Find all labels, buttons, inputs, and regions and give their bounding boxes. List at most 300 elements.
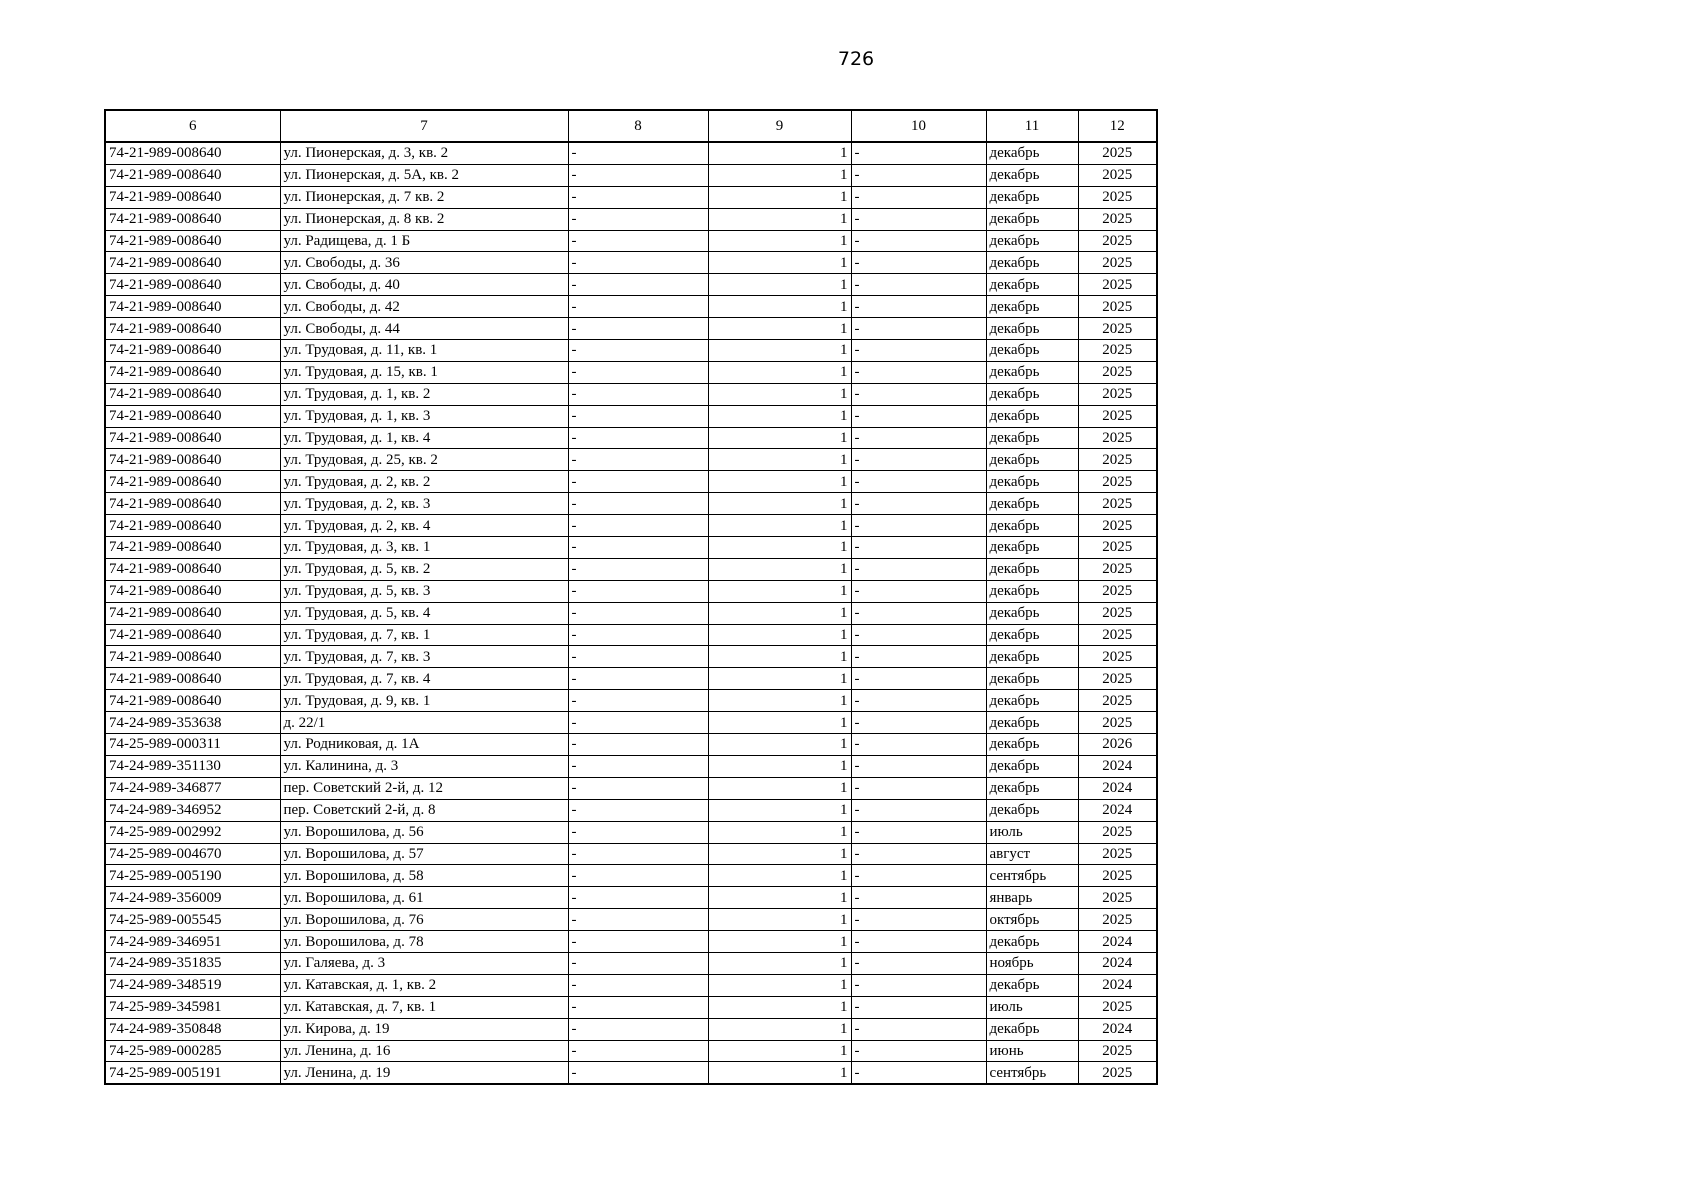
cadastral-number-cell: 74-25-989-000285 [105, 1040, 280, 1062]
table-row [105, 296, 1157, 318]
table-row [105, 777, 1157, 799]
cadastral-number-cell: 74-21-989-008640 [105, 186, 280, 208]
year-cell: 2025 [1078, 865, 1157, 887]
table-row [105, 558, 1157, 580]
address-cell: ул. Ленина, д. 16 [280, 1040, 568, 1062]
table-row [105, 931, 1157, 953]
cadastral-number-cell: 74-21-989-008640 [105, 383, 280, 405]
year-cell: 2025 [1078, 449, 1157, 471]
month-cell: декабрь [986, 1018, 1078, 1040]
col10-cell: - [851, 887, 986, 909]
col10-cell: - [851, 843, 986, 865]
cadastral-number-cell: 74-21-989-008640 [105, 537, 280, 559]
month-cell: декабрь [986, 931, 1078, 953]
cadastral-number-cell: 74-21-989-008640 [105, 515, 280, 537]
month-cell: декабрь [986, 361, 1078, 383]
col8-cell: - [568, 1018, 708, 1040]
cadastral-number-cell: 74-21-989-008640 [105, 624, 280, 646]
col10-cell: - [851, 471, 986, 493]
month-cell: декабрь [986, 668, 1078, 690]
col10-cell: - [851, 186, 986, 208]
year-cell: 2025 [1078, 668, 1157, 690]
col10-cell: - [851, 515, 986, 537]
table-row [105, 164, 1157, 186]
column-header-6: 6 [105, 110, 280, 142]
year-cell: 2024 [1078, 1018, 1157, 1040]
quantity-cell: 1 [708, 449, 851, 471]
col10-cell: - [851, 449, 986, 471]
cadastral-number-cell: 74-21-989-008640 [105, 318, 280, 340]
address-cell: ул. Трудовая, д. 7, кв. 3 [280, 646, 568, 668]
col8-cell: - [568, 186, 708, 208]
col10-cell: - [851, 558, 986, 580]
month-cell: декабрь [986, 296, 1078, 318]
col8-cell: - [568, 340, 708, 362]
address-cell: ул. Трудовая, д. 2, кв. 3 [280, 493, 568, 515]
year-cell: 2025 [1078, 252, 1157, 274]
year-cell: 2024 [1078, 974, 1157, 996]
table-row [105, 602, 1157, 624]
year-cell: 2024 [1078, 799, 1157, 821]
address-cell: ул. Катавская, д. 7, кв. 1 [280, 996, 568, 1018]
address-cell: ул. Пионерская, д. 3, кв. 2 [280, 142, 568, 164]
address-cell: ул. Трудовая, д. 1, кв. 3 [280, 405, 568, 427]
year-cell: 2025 [1078, 405, 1157, 427]
year-cell: 2025 [1078, 887, 1157, 909]
col10-cell: - [851, 361, 986, 383]
col8-cell: - [568, 624, 708, 646]
page-number: 726 [837, 48, 875, 70]
month-cell: октябрь [986, 909, 1078, 931]
quantity-cell: 1 [708, 909, 851, 931]
col8-cell: - [568, 974, 708, 996]
table-row [105, 340, 1157, 362]
cadastral-number-cell: 74-21-989-008640 [105, 580, 280, 602]
cadastral-number-cell: 74-21-989-008640 [105, 340, 280, 362]
quantity-cell: 1 [708, 777, 851, 799]
col10-cell: - [851, 974, 986, 996]
month-cell: декабрь [986, 318, 1078, 340]
address-cell: ул. Трудовая, д. 5, кв. 3 [280, 580, 568, 602]
address-cell: д. 22/1 [280, 712, 568, 734]
year-cell: 2025 [1078, 624, 1157, 646]
cadastral-number-cell: 74-21-989-008640 [105, 252, 280, 274]
cadastral-number-cell: 74-24-989-348519 [105, 974, 280, 996]
cadastral-number-cell: 74-21-989-008640 [105, 142, 280, 164]
col8-cell: - [568, 515, 708, 537]
col8-cell: - [568, 887, 708, 909]
cadastral-number-cell: 74-21-989-008640 [105, 493, 280, 515]
col10-cell: - [851, 340, 986, 362]
address-cell: ул. Трудовая, д. 2, кв. 4 [280, 515, 568, 537]
table-row [105, 996, 1157, 1018]
col10-cell: - [851, 712, 986, 734]
col8-cell: - [568, 164, 708, 186]
table-row [105, 690, 1157, 712]
quantity-cell: 1 [708, 887, 851, 909]
col8-cell: - [568, 952, 708, 974]
table-row [105, 624, 1157, 646]
month-cell: декабрь [986, 427, 1078, 449]
col8-cell: - [568, 931, 708, 953]
year-cell: 2024 [1078, 755, 1157, 777]
quantity-cell: 1 [708, 274, 851, 296]
address-cell: ул. Ворошилова, д. 58 [280, 865, 568, 887]
col10-cell: - [851, 296, 986, 318]
cadastral-number-cell: 74-25-989-002992 [105, 821, 280, 843]
col8-cell: - [568, 296, 708, 318]
quantity-cell: 1 [708, 646, 851, 668]
month-cell: январь [986, 887, 1078, 909]
year-cell: 2025 [1078, 843, 1157, 865]
col8-cell: - [568, 558, 708, 580]
month-cell: август [986, 843, 1078, 865]
address-cell: ул. Свободы, д. 42 [280, 296, 568, 318]
col8-cell: - [568, 580, 708, 602]
quantity-cell: 1 [708, 755, 851, 777]
month-cell: декабрь [986, 493, 1078, 515]
quantity-cell: 1 [708, 996, 851, 1018]
quantity-cell: 1 [708, 1040, 851, 1062]
year-cell: 2025 [1078, 142, 1157, 164]
col8-cell: - [568, 142, 708, 164]
column-header-9: 9 [708, 110, 851, 142]
table-row [105, 712, 1157, 734]
table-row [105, 318, 1157, 340]
year-cell: 2025 [1078, 515, 1157, 537]
cadastral-number-cell: 74-24-989-346951 [105, 931, 280, 953]
col10-cell: - [851, 755, 986, 777]
month-cell: декабрь [986, 558, 1078, 580]
col8-cell: - [568, 777, 708, 799]
month-cell: декабрь [986, 471, 1078, 493]
cadastral-number-cell: 74-24-989-346952 [105, 799, 280, 821]
col8-cell: - [568, 318, 708, 340]
cadastral-number-cell: 74-25-989-345981 [105, 996, 280, 1018]
address-cell: ул. Пионерская, д. 5А, кв. 2 [280, 164, 568, 186]
col8-cell: - [568, 865, 708, 887]
table-row [105, 646, 1157, 668]
cadastral-number-cell: 74-24-989-351835 [105, 952, 280, 974]
quantity-cell: 1 [708, 471, 851, 493]
month-cell: декабрь [986, 164, 1078, 186]
col8-cell: - [568, 493, 708, 515]
table-row [105, 274, 1157, 296]
col8-cell: - [568, 449, 708, 471]
cadastral-number-cell: 74-21-989-008640 [105, 230, 280, 252]
table-row [105, 909, 1157, 931]
col8-cell: - [568, 602, 708, 624]
year-cell: 2024 [1078, 931, 1157, 953]
quantity-cell: 1 [708, 427, 851, 449]
col10-cell: - [851, 865, 986, 887]
table-row [105, 208, 1157, 230]
address-cell: ул. Трудовая, д. 2, кв. 2 [280, 471, 568, 493]
quantity-cell: 1 [708, 1062, 851, 1084]
year-cell: 2025 [1078, 493, 1157, 515]
table-row [105, 471, 1157, 493]
col10-cell: - [851, 580, 986, 602]
quantity-cell: 1 [708, 668, 851, 690]
header-row [105, 110, 1157, 142]
col8-cell: - [568, 996, 708, 1018]
year-cell: 2026 [1078, 734, 1157, 756]
month-cell: декабрь [986, 755, 1078, 777]
col8-cell: - [568, 909, 708, 931]
address-cell: ул. Трудовая, д. 9, кв. 1 [280, 690, 568, 712]
cadastral-number-cell: 74-24-989-356009 [105, 887, 280, 909]
month-cell: декабрь [986, 690, 1078, 712]
col10-cell: - [851, 734, 986, 756]
month-cell: декабрь [986, 537, 1078, 559]
column-header-8: 8 [568, 110, 708, 142]
address-cell: ул. Ленина, д. 19 [280, 1062, 568, 1084]
year-cell: 2025 [1078, 208, 1157, 230]
quantity-cell: 1 [708, 405, 851, 427]
quantity-cell: 1 [708, 186, 851, 208]
cadastral-number-cell: 74-25-989-005191 [105, 1062, 280, 1084]
cadastral-number-cell: 74-24-989-353638 [105, 712, 280, 734]
quantity-cell: 1 [708, 952, 851, 974]
month-cell: декабрь [986, 580, 1078, 602]
quantity-cell: 1 [708, 252, 851, 274]
address-cell: ул. Галяева, д. 3 [280, 952, 568, 974]
month-cell: сентябрь [986, 865, 1078, 887]
col10-cell: - [851, 493, 986, 515]
year-cell: 2025 [1078, 340, 1157, 362]
year-cell: 2025 [1078, 712, 1157, 734]
quantity-cell: 1 [708, 580, 851, 602]
column-header-12: 12 [1078, 110, 1157, 142]
month-cell: декабрь [986, 252, 1078, 274]
cadastral-number-cell: 74-21-989-008640 [105, 164, 280, 186]
cadastral-number-cell: 74-21-989-008640 [105, 405, 280, 427]
col8-cell: - [568, 427, 708, 449]
year-cell: 2025 [1078, 383, 1157, 405]
table-row [105, 799, 1157, 821]
address-cell: ул. Трудовая, д. 25, кв. 2 [280, 449, 568, 471]
cadastral-number-cell: 74-21-989-008640 [105, 668, 280, 690]
cadastral-number-cell: 74-21-989-008640 [105, 361, 280, 383]
month-cell: декабрь [986, 208, 1078, 230]
quantity-cell: 1 [708, 734, 851, 756]
quantity-cell: 1 [708, 361, 851, 383]
quantity-cell: 1 [708, 296, 851, 318]
table-row [105, 843, 1157, 865]
col10-cell: - [851, 624, 986, 646]
quantity-cell: 1 [708, 602, 851, 624]
col8-cell: - [568, 734, 708, 756]
cadastral-number-cell: 74-21-989-008640 [105, 602, 280, 624]
month-cell: июнь [986, 1040, 1078, 1062]
table-row [105, 1018, 1157, 1040]
address-cell: ул. Трудовая, д. 11, кв. 1 [280, 340, 568, 362]
year-cell: 2025 [1078, 296, 1157, 318]
table-row [105, 1062, 1157, 1084]
col10-cell: - [851, 646, 986, 668]
col10-cell: - [851, 668, 986, 690]
column-header-11: 11 [986, 110, 1078, 142]
month-cell: декабрь [986, 230, 1078, 252]
address-cell: ул. Калинина, д. 3 [280, 755, 568, 777]
month-cell: декабрь [986, 186, 1078, 208]
table-row [105, 1040, 1157, 1062]
table-row [105, 186, 1157, 208]
cadastral-number-cell: 74-21-989-008640 [105, 274, 280, 296]
address-cell: ул. Пионерская, д. 8 кв. 2 [280, 208, 568, 230]
col10-cell: - [851, 602, 986, 624]
month-cell: декабрь [986, 142, 1078, 164]
month-cell: июль [986, 996, 1078, 1018]
year-cell: 2025 [1078, 361, 1157, 383]
month-cell: сентябрь [986, 1062, 1078, 1084]
address-cell: ул. Трудовая, д. 15, кв. 1 [280, 361, 568, 383]
month-cell: декабрь [986, 405, 1078, 427]
year-cell: 2025 [1078, 537, 1157, 559]
cadastral-number-cell: 74-24-989-351130 [105, 755, 280, 777]
month-cell: декабрь [986, 274, 1078, 296]
column-header-10: 10 [851, 110, 986, 142]
quantity-cell: 1 [708, 515, 851, 537]
col10-cell: - [851, 252, 986, 274]
cadastral-number-cell: 74-21-989-008640 [105, 646, 280, 668]
col10-cell: - [851, 931, 986, 953]
address-cell: ул. Родниковая, д. 1А [280, 734, 568, 756]
table-row [105, 493, 1157, 515]
col10-cell: - [851, 318, 986, 340]
table-header [105, 110, 1157, 142]
col10-cell: - [851, 1062, 986, 1084]
quantity-cell: 1 [708, 690, 851, 712]
year-cell: 2024 [1078, 777, 1157, 799]
address-cell: ул. Катавская, д. 1, кв. 2 [280, 974, 568, 996]
month-cell: декабрь [986, 383, 1078, 405]
col8-cell: - [568, 821, 708, 843]
cadastral-number-cell: 74-24-989-350848 [105, 1018, 280, 1040]
table-row [105, 361, 1157, 383]
col8-cell: - [568, 1040, 708, 1062]
col10-cell: - [851, 164, 986, 186]
cadastral-number-cell: 74-21-989-008640 [105, 558, 280, 580]
quantity-cell: 1 [708, 799, 851, 821]
cadastral-number-cell: 74-21-989-008640 [105, 208, 280, 230]
quantity-cell: 1 [708, 318, 851, 340]
quantity-cell: 1 [708, 537, 851, 559]
table-row [105, 537, 1157, 559]
quantity-cell: 1 [708, 493, 851, 515]
address-cell: ул. Ворошилова, д. 78 [280, 931, 568, 953]
cadastral-number-cell: 74-21-989-008640 [105, 427, 280, 449]
address-cell: ул. Ворошилова, д. 76 [280, 909, 568, 931]
table-row [105, 734, 1157, 756]
table-body [105, 142, 1157, 1084]
month-cell: декабрь [986, 974, 1078, 996]
year-cell: 2025 [1078, 602, 1157, 624]
col8-cell: - [568, 799, 708, 821]
col10-cell: - [851, 1040, 986, 1062]
quantity-cell: 1 [708, 142, 851, 164]
address-cell: ул. Ворошилова, д. 61 [280, 887, 568, 909]
year-cell: 2025 [1078, 996, 1157, 1018]
table-row [105, 580, 1157, 602]
quantity-cell: 1 [708, 558, 851, 580]
col8-cell: - [568, 646, 708, 668]
year-cell: 2025 [1078, 558, 1157, 580]
address-cell: ул. Ворошилова, д. 57 [280, 843, 568, 865]
quantity-cell: 1 [708, 230, 851, 252]
year-cell: 2024 [1078, 952, 1157, 974]
cadastral-number-cell: 74-21-989-008640 [105, 690, 280, 712]
month-cell: декабрь [986, 712, 1078, 734]
quantity-cell: 1 [708, 843, 851, 865]
table-row [105, 974, 1157, 996]
quantity-cell: 1 [708, 208, 851, 230]
address-cell: ул. Свободы, д. 36 [280, 252, 568, 274]
month-cell: декабрь [986, 340, 1078, 362]
col8-cell: - [568, 755, 708, 777]
col8-cell: - [568, 690, 708, 712]
month-cell: декабрь [986, 602, 1078, 624]
col8-cell: - [568, 252, 708, 274]
cadastral-number-cell: 74-24-989-346877 [105, 777, 280, 799]
col8-cell: - [568, 208, 708, 230]
year-cell: 2025 [1078, 230, 1157, 252]
address-cell: пер. Советский 2-й, д. 8 [280, 799, 568, 821]
table-row [105, 383, 1157, 405]
address-cell: ул. Свободы, д. 44 [280, 318, 568, 340]
cadastral-number-cell: 74-25-989-005190 [105, 865, 280, 887]
year-cell: 2025 [1078, 580, 1157, 602]
address-cell: ул. Трудовая, д. 5, кв. 4 [280, 602, 568, 624]
quantity-cell: 1 [708, 340, 851, 362]
month-cell: декабрь [986, 449, 1078, 471]
cadastral-number-cell: 74-21-989-008640 [105, 471, 280, 493]
table-row [105, 755, 1157, 777]
col10-cell: - [851, 799, 986, 821]
table-row [105, 821, 1157, 843]
col10-cell: - [851, 274, 986, 296]
col8-cell: - [568, 843, 708, 865]
year-cell: 2025 [1078, 909, 1157, 931]
year-cell: 2025 [1078, 646, 1157, 668]
cadastral-number-cell: 74-21-989-008640 [105, 296, 280, 318]
year-cell: 2025 [1078, 1040, 1157, 1062]
month-cell: июль [986, 821, 1078, 843]
quantity-cell: 1 [708, 865, 851, 887]
table-row [105, 449, 1157, 471]
month-cell: декабрь [986, 734, 1078, 756]
address-cell: ул. Трудовая, д. 1, кв. 2 [280, 383, 568, 405]
table-row [105, 230, 1157, 252]
year-cell: 2025 [1078, 690, 1157, 712]
table-row [105, 668, 1157, 690]
table-row [105, 887, 1157, 909]
col10-cell: - [851, 405, 986, 427]
col8-cell: - [568, 230, 708, 252]
month-cell: декабрь [986, 646, 1078, 668]
quantity-cell: 1 [708, 624, 851, 646]
col10-cell: - [851, 1018, 986, 1040]
col10-cell: - [851, 690, 986, 712]
address-cell: пер. Советский 2-й, д. 12 [280, 777, 568, 799]
table-row [105, 427, 1157, 449]
table-row [105, 865, 1157, 887]
quantity-cell: 1 [708, 931, 851, 953]
quantity-cell: 1 [708, 383, 851, 405]
table-row [105, 405, 1157, 427]
column-header-7: 7 [280, 110, 568, 142]
quantity-cell: 1 [708, 164, 851, 186]
